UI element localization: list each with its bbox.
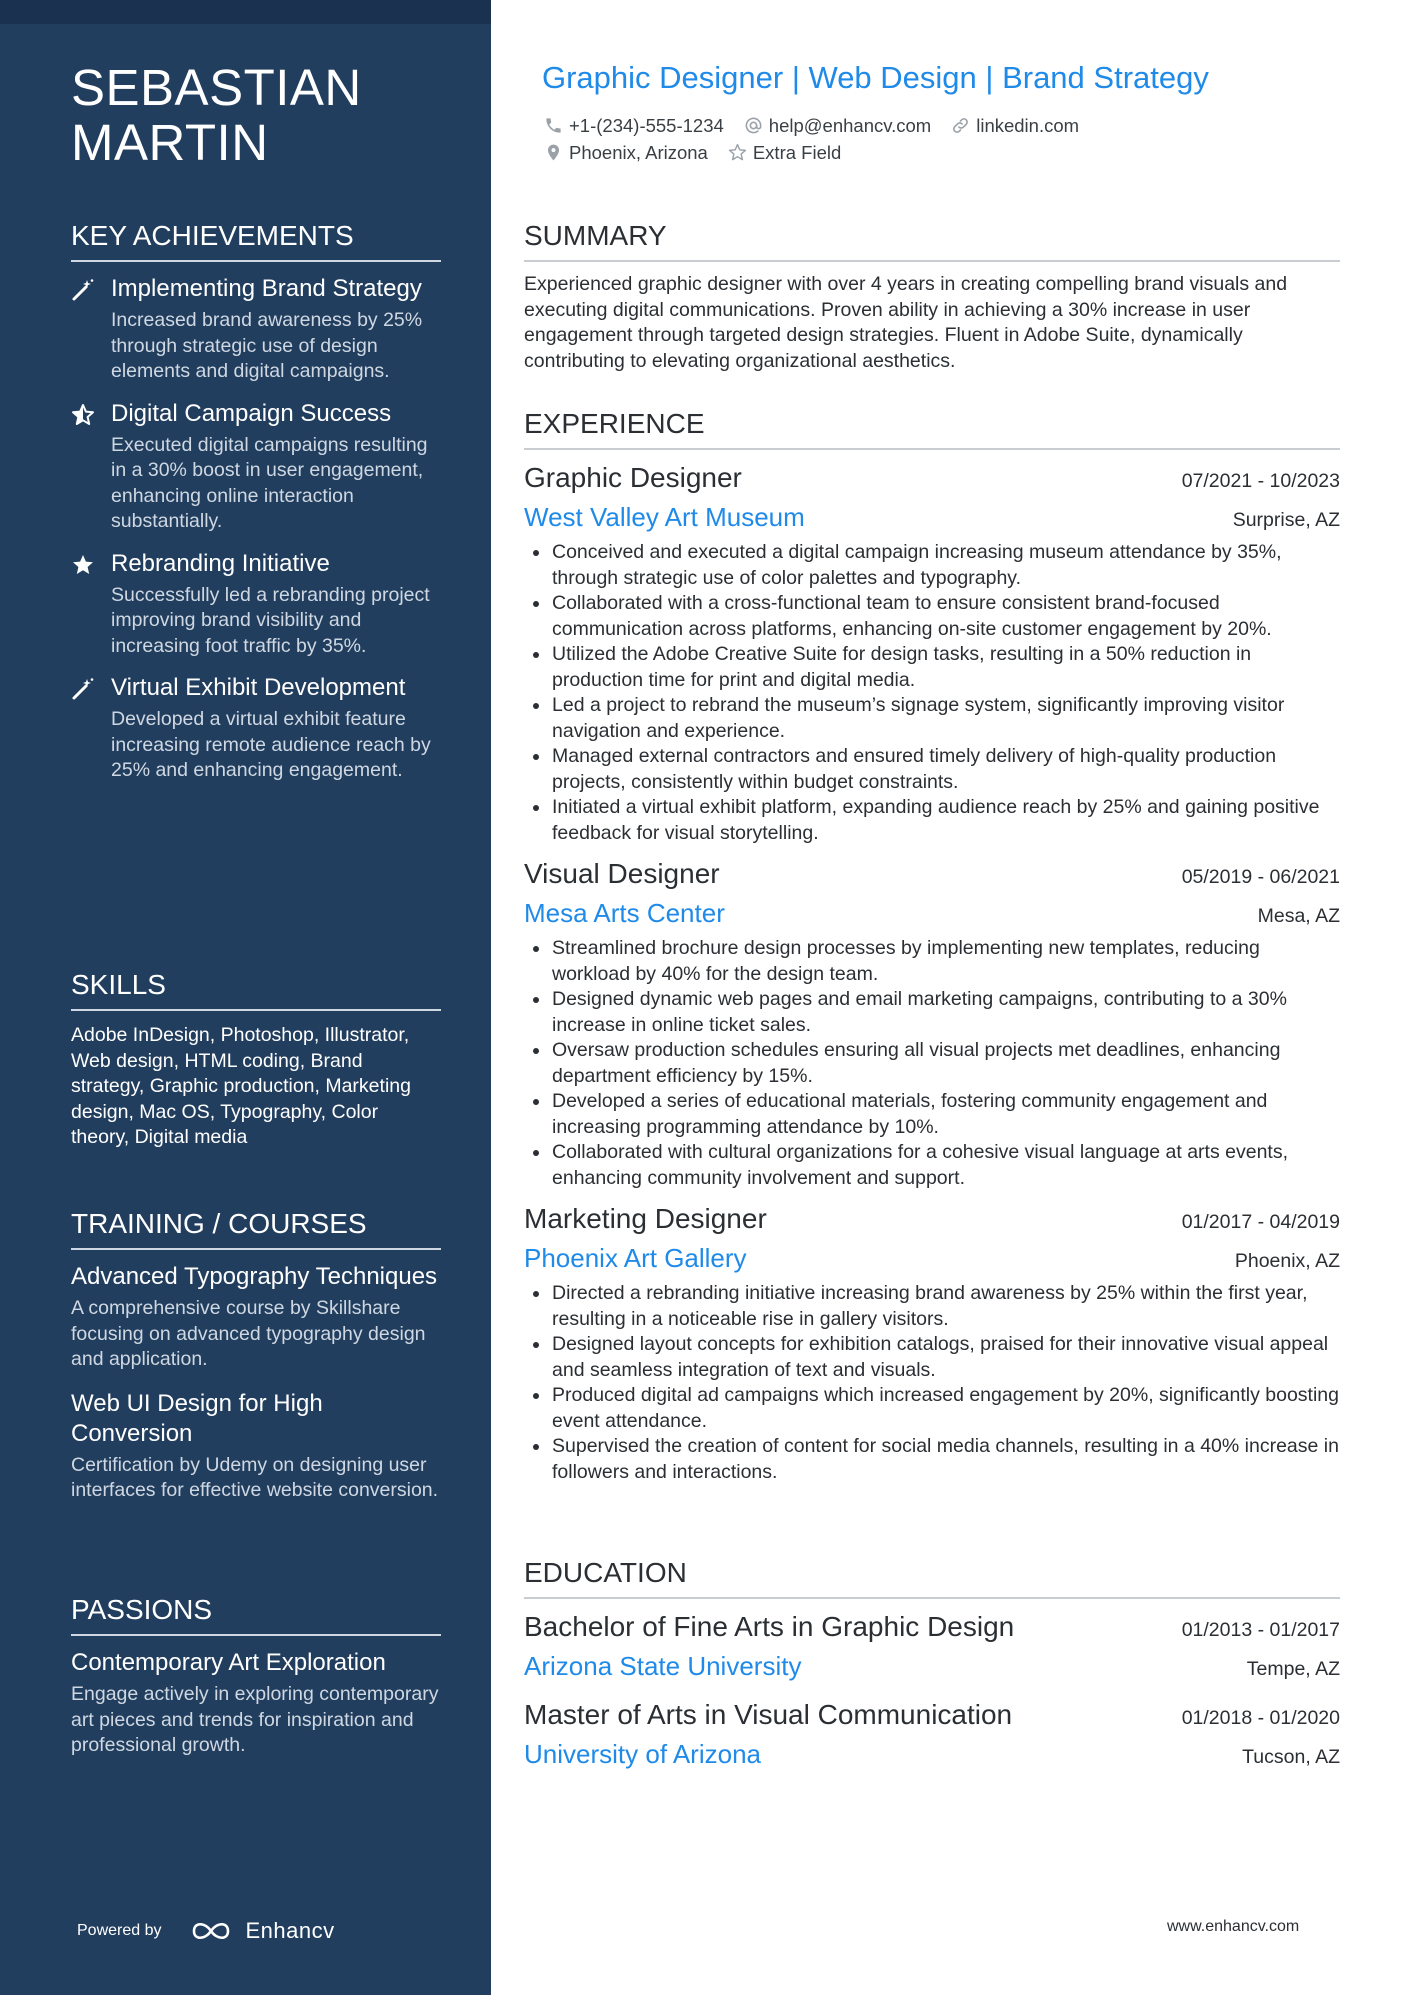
- skills-title: SKILLS: [71, 967, 441, 1011]
- education-location: Tempe, AZ: [1246, 1658, 1340, 1680]
- powered-by: [77, 1916, 335, 1946]
- star-outline-icon: [728, 143, 747, 162]
- course-item: [71, 1262, 441, 1373]
- achievement-description: Increased brand awareness by 25% through strategic use of design elements and digital campaigns.: [111, 309, 423, 382]
- list-item: Produced digital ad campaigns which increased engagement by 20%, significantly boosting event attendance.: [524, 1383, 1340, 1434]
- list-item: Oversaw production schedules ensuring all visual projects met deadlines, enhancing department efficiency by 15%.: [524, 1038, 1340, 1089]
- education-entry: [524, 1609, 1340, 1683]
- achievement-title: Rebranding Initiative: [111, 549, 330, 577]
- enhancv-logo-icon: [188, 1918, 234, 1944]
- job-dates: 01/2017 - 04/2019: [1181, 1211, 1340, 1233]
- location-text: Phoenix, Arizona: [569, 141, 708, 163]
- phone-icon: [544, 116, 563, 135]
- contact-phone[interactable]: [544, 115, 724, 137]
- sidebar: [0, 0, 491, 1995]
- list-item: Managed external contractors and ensured timely delivery of high-quality production projects, consistently within budget constraints.: [524, 744, 1340, 795]
- job-dates: 05/2019 - 06/2021: [1181, 866, 1340, 888]
- achievement-description: Executed digital campaigns resulting in a 30% boost in user engagement, enhancing online interaction substantially.: [111, 433, 428, 532]
- job-title: Marketing Designer: [524, 1203, 767, 1234]
- summary-title: SUMMARY: [524, 218, 1340, 262]
- summary-text: Experienced graphic designer with over 4 years in creating compelling brand visuals and executing digital communications. Proven ability in achieving a 30% increase in user engagement through targeted design strategies. Fluent in Adobe Suite, dynamically contributing to elevating organizational aesthetics.: [524, 273, 1288, 372]
- school-name: Arizona State University: [524, 1651, 802, 1681]
- phone-text: +1-(234)-555-1234: [569, 114, 724, 136]
- passion-item: [71, 1648, 441, 1759]
- job-dates: 07/2021 - 10/2023: [1181, 470, 1340, 492]
- achievement-title: Virtual Exhibit Development: [111, 674, 406, 701]
- experience-section: [524, 406, 1340, 1495]
- course-description: Certification by Udemy on designing user interfaces for effective website conversion.: [71, 1453, 439, 1501]
- achievement-item: [71, 549, 441, 660]
- headline: Graphic Designer | Web Design | Brand Strategy: [542, 60, 1209, 95]
- extra-field-text: Extra Field: [752, 141, 842, 163]
- job-bullets: [524, 1281, 1340, 1485]
- education-title: EDUCATION: [524, 1555, 1340, 1599]
- passions-title: PASSIONS: [71, 1592, 441, 1636]
- email-text: help@enhancv.com: [768, 114, 932, 136]
- achievement-item: [71, 399, 441, 535]
- enhancv-logo[interactable]: [188, 1918, 335, 1944]
- education-section: [524, 1555, 1340, 1785]
- job-entry: [524, 460, 1340, 846]
- magic-wand-icon: [71, 677, 95, 701]
- skills-section: [71, 967, 441, 1151]
- course-item: [71, 1389, 441, 1504]
- job-title: Visual Designer: [524, 858, 720, 889]
- job-entry: [524, 1201, 1340, 1485]
- star-half-icon: [71, 403, 95, 427]
- contact-email[interactable]: [744, 115, 931, 137]
- linkedin-text: linkedin.com: [976, 114, 1080, 136]
- link-icon: [951, 116, 970, 135]
- contact-linkedin[interactable]: [951, 115, 1079, 137]
- list-item: Collaborated with a cross-functional team to ensure consistent brand-focused communication across platforms, enhancing on-site customer engagement by 20%.: [524, 591, 1340, 642]
- degree-title: Master of Arts in Visual Communication: [524, 1699, 1013, 1730]
- enhancv-brand-name: Enhancv: [245, 1918, 335, 1943]
- key-achievements-section: [71, 218, 441, 798]
- course-description: A comprehensive course by Skillshare focusing on advanced typography design and application.: [71, 1297, 426, 1370]
- job-bullets: [524, 936, 1340, 1191]
- achievement-description: Successfully led a rebranding project improving brand visibility and increasing foot traffic by 35%.: [111, 583, 430, 657]
- company-name: Mesa Arts Center: [524, 898, 725, 928]
- list-item: Designed dynamic web pages and email marketing campaigns, contributing to a 30% increase in online ticket sales.: [524, 987, 1340, 1038]
- list-item: Collaborated with cultural organizations for a cohesive visual language at arts events, enhancing community involvement and support.: [524, 1140, 1340, 1191]
- achievement-item: [71, 274, 441, 385]
- skills-list: Adobe InDesign, Photoshop, Illustrator, Web design, HTML coding, Brand strategy, Graphic production, Marketing design, Mac OS, Typography, Color theory, Digital media: [71, 1024, 411, 1148]
- achievement-title: Digital Campaign Success: [111, 399, 392, 427]
- job-location: Surprise, AZ: [1232, 509, 1340, 531]
- passions-section: [71, 1592, 441, 1775]
- footer-website-link[interactable]: www.enhancv.com: [1167, 1918, 1300, 1935]
- training-title: TRAINING / COURSES: [71, 1206, 441, 1250]
- company-name: Phoenix Art Gallery: [524, 1243, 747, 1273]
- list-item: Developed a series of educational materials, fostering community engagement and increasing programming attendance by 10%.: [524, 1089, 1340, 1140]
- course-title: Advanced Typography Techniques: [71, 1263, 438, 1290]
- list-item: Initiated a virtual exhibit platform, expanding audience reach by 25% and gaining positive feedback for visual storytelling.: [524, 795, 1340, 846]
- education-location: Tucson, AZ: [1242, 1746, 1340, 1768]
- location-pin-icon: [544, 143, 563, 162]
- school-name: University of Arizona: [524, 1739, 761, 1769]
- passion-title: Contemporary Art Exploration: [71, 1649, 386, 1676]
- contact-extra: [728, 142, 841, 164]
- education-dates: 01/2013 - 01/2017: [1181, 1619, 1340, 1641]
- contact-location: [544, 142, 708, 164]
- powered-by-label: Powered by: [77, 1922, 162, 1939]
- list-item: Directed a rebranding initiative increasing brand awareness by 25% within the first year, resulting in a noticeable rise in gallery visitors.: [524, 1281, 1340, 1332]
- course-title: Web UI Design for High Conversion: [71, 1389, 323, 1447]
- passion-description: Engage actively in exploring contemporary art pieces and trends for inspiration and professional growth.: [71, 1683, 439, 1756]
- list-item: Led a project to rebrand the museum’s signage system, significantly improving visitor navigation and experience.: [524, 693, 1340, 744]
- achievement-title: Implementing Brand Strategy: [111, 275, 422, 302]
- job-entry: [524, 856, 1340, 1191]
- education-entry: [524, 1697, 1340, 1771]
- job-title: Graphic Designer: [524, 462, 742, 493]
- degree-title: Bachelor of Fine Arts in Graphic Design: [524, 1611, 1015, 1642]
- list-item: Supervised the creation of content for social media channels, resulting in a 40% increase in followers and interactions.: [524, 1434, 1340, 1485]
- magic-wand-icon: [71, 278, 95, 302]
- list-item: Utilized the Adobe Creative Suite for design tasks, resulting in a 50% reduction in production time for print and digital media.: [524, 642, 1340, 693]
- training-section: [71, 1206, 441, 1520]
- experience-title: EXPERIENCE: [524, 406, 1340, 450]
- job-bullets: [524, 540, 1340, 846]
- contact-info: [544, 112, 1334, 166]
- company-name: West Valley Art Museum: [524, 502, 805, 532]
- job-location: Mesa, AZ: [1257, 905, 1340, 927]
- education-dates: 01/2018 - 01/2020: [1181, 1707, 1340, 1729]
- summary-section: [524, 218, 1340, 374]
- achievement-description: Developed a virtual exhibit feature increasing remote audience reach by 25% and enhancing engagement.: [111, 708, 431, 781]
- candidate-name: SEBASTIAN MARTIN: [71, 59, 362, 171]
- sidebar-top-bar: [0, 0, 491, 24]
- list-item: Conceived and executed a digital campaign increasing museum attendance by 35%, through strategic use of color palettes and typography.: [524, 540, 1340, 591]
- at-icon: [744, 116, 763, 135]
- list-item: Streamlined brochure design processes by implementing new templates, reducing workload by 40% for the design team.: [524, 936, 1340, 987]
- list-item: Designed layout concepts for exhibition catalogs, praised for their innovative visual appeal and seamless integration of text and visuals.: [524, 1332, 1340, 1383]
- job-location: Phoenix, AZ: [1234, 1250, 1340, 1272]
- key-achievements-title: KEY ACHIEVEMENTS: [71, 218, 441, 262]
- star-icon: [71, 553, 95, 577]
- achievement-item: [71, 673, 441, 784]
